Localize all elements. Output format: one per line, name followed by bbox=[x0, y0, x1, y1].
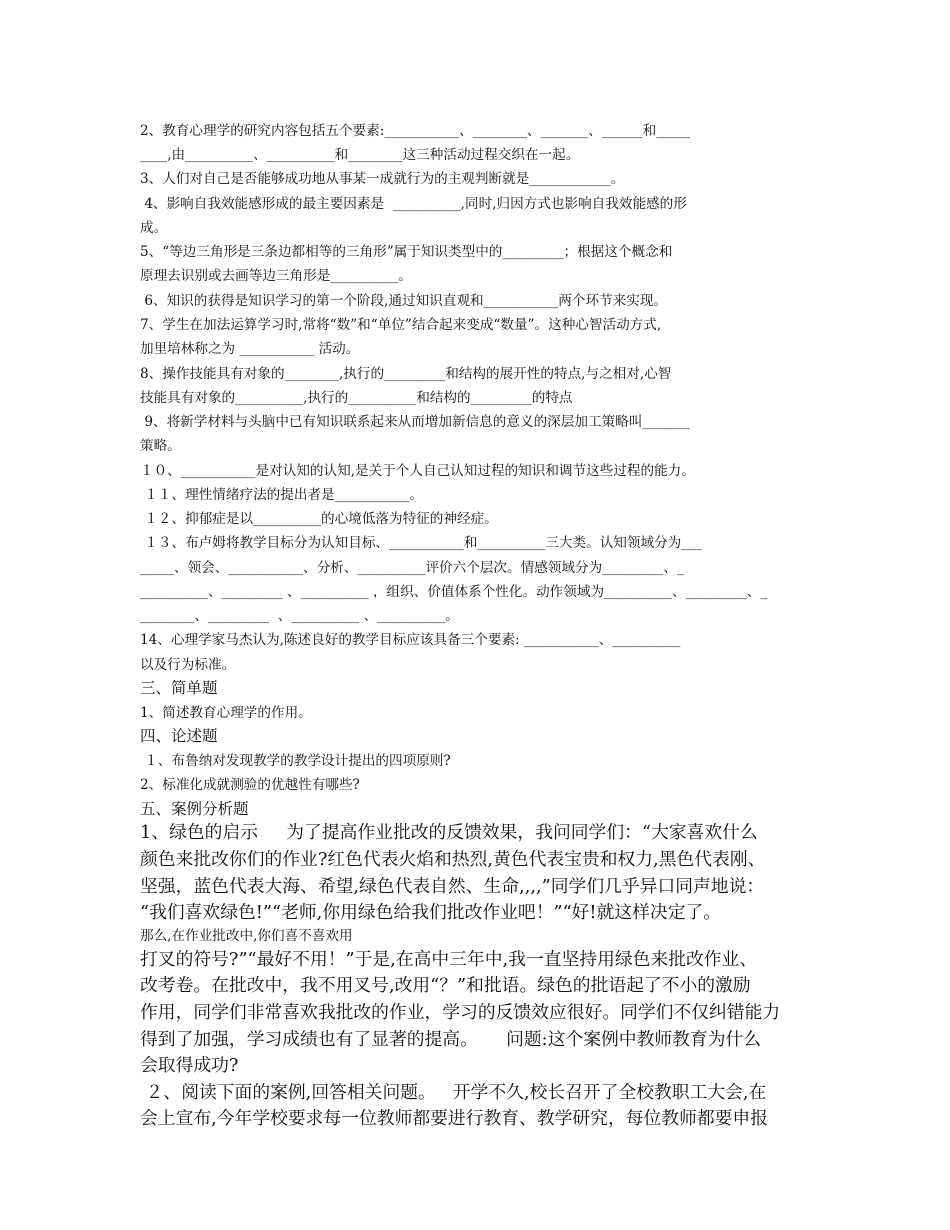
section-heading-3: 三、简单题 bbox=[140, 679, 218, 697]
q13-line2: _____、领会、___________、分析、__________评价六个层次。情感领域分为_________、_ bbox=[140, 560, 684, 576]
case1-line5: 那么,在作业批改中,你们喜不喜欢用 bbox=[140, 928, 353, 944]
q11-line1: １１、理性情绪疗法的提出者是___________。 bbox=[140, 487, 423, 503]
q8-line1: 8、操作技能具有对象的________,执行的_________和结构的展开性的特点,与之相对,心智 bbox=[140, 366, 672, 382]
short-answer-q1: 1、简述教育心理学的作用。 bbox=[140, 705, 312, 721]
q2-line2: ____,由__________、__________和________这三种活动过程交织在一起。 bbox=[140, 147, 580, 163]
q5-line1: 5、“等边三角形是三条边都相等的三角形”属于知识类型中的_________；根据这个概念和 bbox=[140, 244, 673, 260]
q14-line1: 14、心理学家马杰认为,陈述良好的教学目标应该具备三个要素: ___________、__________ bbox=[140, 632, 681, 648]
q4-line2: 成。 bbox=[140, 220, 168, 236]
q7-line1: 7、学生在加法运算学习时,常将“数”和“单位”结合起来变成“数量”。这种心智活动方式, bbox=[140, 317, 662, 333]
case1-line8: 作用，同学们非常喜欢我批改的作业，学习的反馈效应很好。同学们不仅纠错能力 bbox=[140, 1002, 781, 1023]
q4-line1: 4、影响自我效能感形成的最主要因素是 __________,同时,归因方式也影响自我效能感的形 bbox=[140, 196, 687, 212]
essay-q1: １、布鲁纳对发现教学的教学设计提出的四项原则? bbox=[140, 753, 451, 769]
q10-line1: １０、___________是对认知的认知,是关于个人自己认知过程的知识和调节这些过程的能力。 bbox=[140, 463, 695, 479]
q13-line4: ________、_________ 、__________ 、__________。 bbox=[140, 608, 459, 624]
case1-line2: 颜色来批改你们的作业?红色代表火焰和热烈,黄色代表宝贵和权力,黑色代表刚、 bbox=[140, 849, 766, 870]
q9-line2: 策略。 bbox=[140, 438, 181, 454]
case2-line2: 会上宣布,今年学校要求每一位教师都要进行教育、教学研究，每位教师都要申报 bbox=[140, 1108, 768, 1129]
case1-line6: 打叉的符号?”“最好不用！”于是,在高中三年中,我一直坚持用绿色来批改作业、 bbox=[140, 949, 758, 970]
q8-line2: 技能具有对象的__________,执行的__________和结构的_________的特点 bbox=[140, 390, 573, 406]
q7-line2: 加里培林称之为 ___________ 活动。 bbox=[140, 341, 360, 357]
case1-line9: 得到了加强，学习成绩也有了显著的提高。 问题:这个案例中教师教育为什么 bbox=[140, 1029, 762, 1050]
q13-line3: __________、_________ 、__________ ，组织、价值体系个性化。动作领域为__________、_________、_ bbox=[140, 584, 768, 600]
q5-line2: 原理去识别或去画等边三角形是__________。 bbox=[140, 268, 412, 284]
essay-q2: 2、标准化成就测验的优越性有哪些? bbox=[140, 777, 360, 793]
section-heading-5: 五、案例分析题 bbox=[140, 800, 249, 818]
q13-line1: １３、布卢姆将教学目标分为认知目标、___________和__________三大类。认知领域分为___ bbox=[140, 535, 702, 551]
q3-line1: 3、人们对自己是否能够成功地从事某一成就行为的主观判断就是____________。 bbox=[140, 171, 625, 187]
q6-line1: 6、知识的获得是知识学习的第一个阶段,通过知识直观和___________两个环节来实现。 bbox=[140, 293, 668, 309]
case2-line1: ２、阅读下面的案例,回答相关问题。 开学不久,校长召开了全校教职工大会,在 bbox=[140, 1082, 767, 1103]
q14-line2: 以及行为标准。 bbox=[140, 657, 236, 673]
case1-line4: “我们喜欢绿色!”“老师,你用绿色给我们批改作业吧！”“好!就这样决定了。 bbox=[140, 902, 722, 923]
case1-line3: 坚强，蓝色代表大海、希望,绿色代表自然、生命,,,,”同学们几乎异口同声地说： bbox=[140, 876, 765, 897]
case1-line10: 会取得成功? bbox=[140, 1055, 239, 1076]
q9-line1: 9、将新学材料与头脑中已有知识联系起来从而增加新信息的意义的深层加工策略叫_______ bbox=[140, 414, 690, 430]
case1-line1: 1、绿色的启示 为了提高作业批改的反馈效果，我问同学们：“大家喜欢什么 bbox=[140, 822, 758, 843]
section-heading-4: 四、论述题 bbox=[140, 727, 218, 745]
q2-line1: 2、教育心理学的研究内容包括五个要素:___________、________、_______、______和_____ bbox=[140, 123, 691, 139]
q12-line1: １２、抑郁症是以__________的心境低落为特征的神经症。 bbox=[140, 511, 498, 527]
case1-line7: 改考卷。在批改中，我不用叉号,改用“？”和批语。绿色的批语起了不小的激励 bbox=[140, 975, 751, 996]
